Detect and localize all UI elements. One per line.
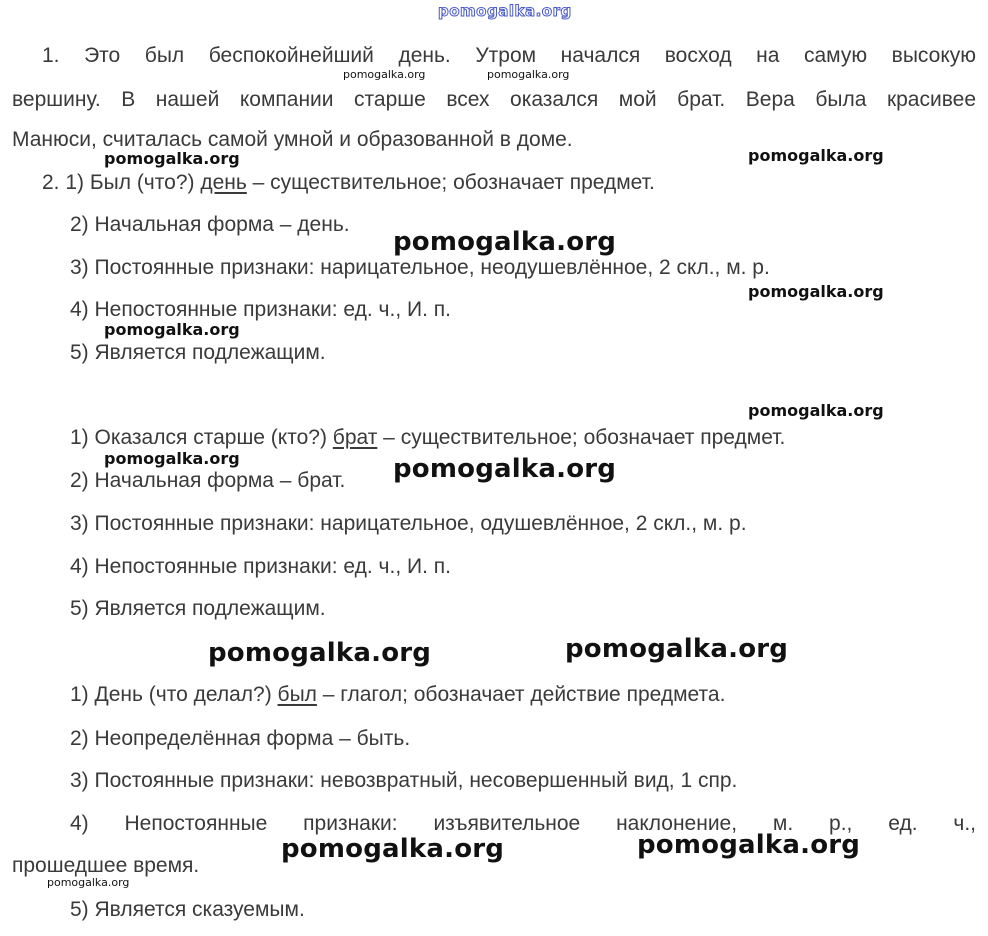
block-3-line-5: 5) Является сказуемым. <box>70 898 305 921</box>
watermark-top: pomogalka.org <box>438 2 572 20</box>
underlined-word-den: день <box>200 171 247 194</box>
block-1-line-2: 2) Начальная форма – день. <box>70 213 350 236</box>
underlined-word-brat: брат <box>332 426 378 449</box>
block-1-line-1 <box>42 170 655 196</box>
block-2-line-4: 4) Непостоянные признаки: ед. ч., И. п. <box>70 555 451 578</box>
watermark-large-5: pomogalka.org <box>281 834 505 864</box>
watermark-large-6: pomogalka.org <box>637 830 861 860</box>
paragraph-1-line-1: 1. Это был беспокойнейший день. Утром начался восход на самую высокую <box>42 44 976 67</box>
block-2-line-2: 2) Начальная форма – брат. <box>70 469 346 492</box>
block-2-line-3: 3) Постоянные признаки: нарицательное, одушевлённое, 2 скл., м. р. <box>70 512 747 535</box>
block-2-line-1-pre: 1) Оказался старше (кто?) <box>70 426 333 449</box>
paragraph-1-line-2: вершину. В нашей компании старше всех оказался мой брат. Вера была красивее <box>12 88 976 111</box>
watermark-medium-3: pomogalka.org <box>748 282 884 301</box>
block-1-line-1-post: – существительное; обозначает предмет. <box>246 171 655 194</box>
watermark-large-2: pomogalka.org <box>393 454 617 484</box>
watermark-small-3: pomogalka.org <box>47 876 130 889</box>
block-2-line-1 <box>70 425 785 451</box>
watermark-medium-4: pomogalka.org <box>104 320 240 339</box>
block-1-line-1-pre: 2. 1) Был (что?) <box>42 171 201 194</box>
paragraph-1-line-3: Манюси, считалась самой умной и образованной в доме. <box>12 128 573 151</box>
watermark-medium-1: pomogalka.org <box>104 149 240 168</box>
block-3-line-3: 3) Постоянные признаки: невозвратный, несовершенный вид, 1 спр. <box>70 769 738 792</box>
block-1-line-4: 4) Непостоянные признаки: ед. ч., И. п. <box>70 298 451 321</box>
block-1-line-3: 3) Постоянные признаки: нарицательное, неодушевлённое, 2 скл., м. р. <box>70 256 770 279</box>
block-3-line-4: 4) Непостоянные признаки: изъявительное наклонение, м. р., ед. ч., <box>70 812 976 835</box>
block-2-line-5: 5) Является подлежащим. <box>70 597 326 620</box>
watermark-large-3: pomogalka.org <box>208 638 432 668</box>
watermark-small-1: pomogalka.org <box>343 68 426 81</box>
underlined-word-byl: был <box>277 683 317 706</box>
block-3-line-1-pre: 1) День (что делал?) <box>70 683 278 706</box>
watermark-medium-2: pomogalka.org <box>748 146 884 165</box>
block-1-line-5: 5) Является подлежащим. <box>70 341 326 364</box>
watermark-large-4: pomogalka.org <box>565 634 789 664</box>
watermark-small-2: pomogalka.org <box>487 68 570 81</box>
block-2-line-1-post: – существительное; обозначает предмет. <box>377 426 786 449</box>
block-3-line-1-post: – глагол; обозначает действие предмета. <box>316 683 726 706</box>
block-3-line-2: 2) Неопределённая форма – быть. <box>70 727 411 750</box>
watermark-large-1: pomogalka.org <box>393 227 617 257</box>
block-3-line-4-continued: прошедшее время. <box>12 854 200 877</box>
watermark-medium-6: pomogalka.org <box>104 449 240 468</box>
block-3-line-1 <box>70 682 725 708</box>
watermark-medium-5: pomogalka.org <box>748 401 884 420</box>
